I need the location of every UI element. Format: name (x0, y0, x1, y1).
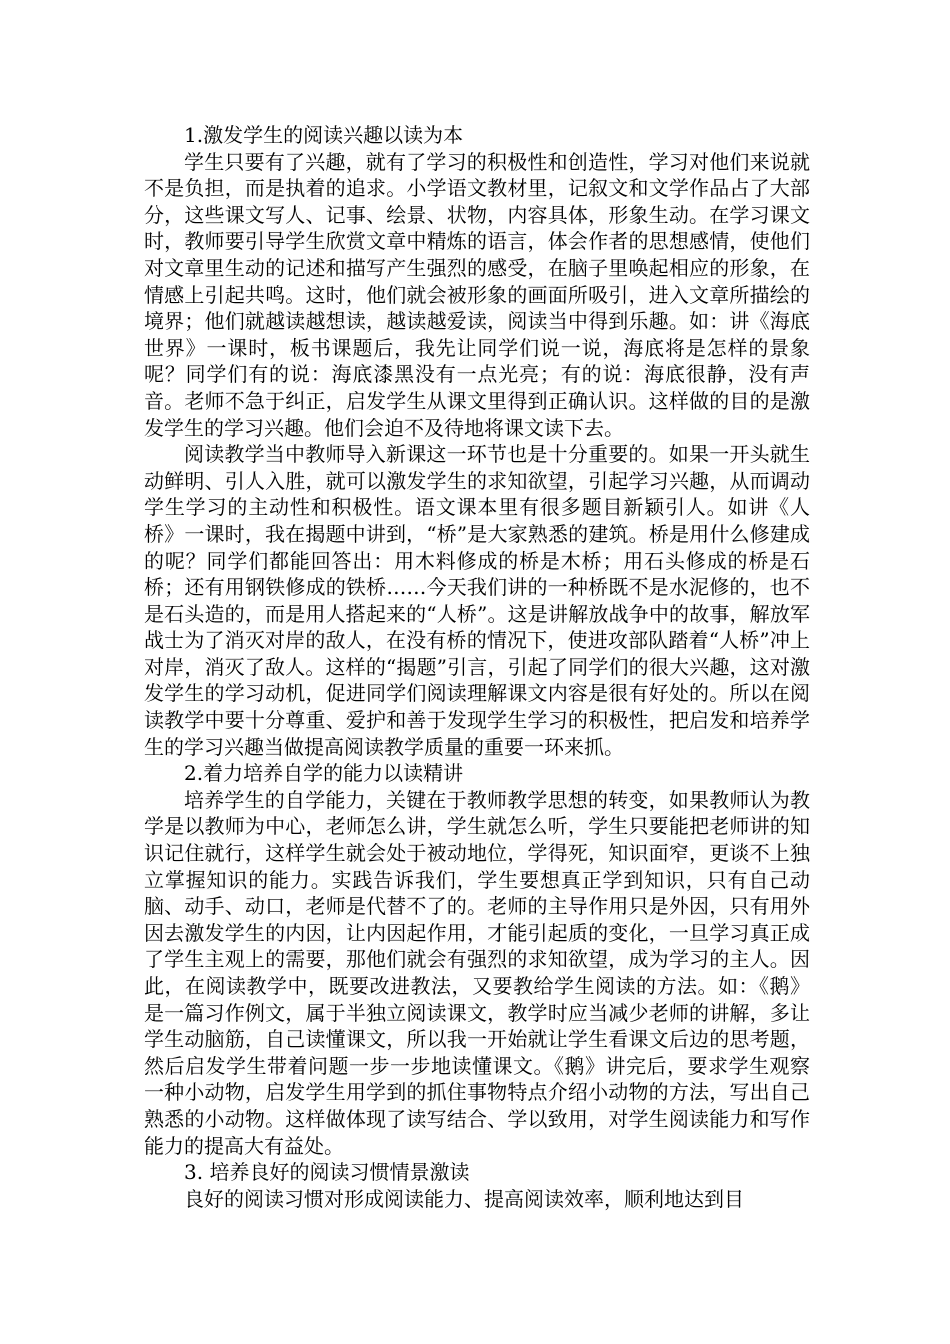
section-2-heading: 2.着力培养自学的能力以读精讲 (184, 761, 464, 786)
section-1-heading: 1.激发学生的阅读兴趣以读为本 (184, 123, 464, 147)
document-page (144, 122, 810, 1212)
section-2-paragraph-1: 培养学生的自学能力，关键在于教师教学思想的转变，如果教师认为教学是以教师为中心，老师怎么讲，学生就怎么听，学生只要能把老师讲的知识记住就行，这样学生就会处于被动地位，学得死，知识面窄，更谈不上独立掌握知识的能力。实践告诉我们，学生要想真正学到知识，只有自己动脑、动手、动口，老师是代替不了的。老师的主导作用只是外因，只有用外因去激发学生的内因，让内因起作用，才能引起质的变化，一旦学习真正成了学生主观上的需要，那他们就会有强烈的求知欲望，成为学习的主人。因此，在阅读教学中，既要改进教法，又要教给学生阅读的方法。如：《鹅》是一篇习作例文，属于半独立阅读课文，教学时应当减少老师的讲解，多让学生动脑筋，自己读懂课文，所以我一开始就让学生看课文后边的思考题，然后启发学生带着问题一步一步地读懂课文。《鹅》讲完后，要求学生观察一种小动物，启发学生用学到的抓住事物特点介绍小动物的方法，写出自己熟悉的小动物。这样做体现了读写结合、学以致用，对学生阅读能力和写作能力的提高大有益处。 (144, 787, 810, 1158)
section-1-paragraph-1: 学生只要有了兴趣，就有了学习的积极性和创造性，学习对他们来说就不是负担，而是执着的追求。小学语文教材里，记叙文和文学作品占了大部分，这些课文写人、记事、绘景、状物，内容具体，形象生动。在学习课文时，教师要引导学生欣赏文章中精炼的语言，体会作者的思想感情，使他们对文章里生动的记述和描写产生强烈的感受，在脑子里唤起相应的形象，在情感上引起共鸣。这时，他们就会被形象的画面所吸引，进入文章所描绘的境界；他们就越读越想读，越读越爱读，阅读当中得到乐趣。如：讲《海底世界》一课时，板书课题后，我先让同学们说一说，海底将是怎样的景象呢？同学们有的说：海底漆黑没有一点光亮；有的说：海底很静，没有声音。老师不急于纠正，启发学生从课文里得到正确认识。这样做的目的是激发学生的学习兴趣。他们会迫不及待地将课文读下去。 (144, 149, 810, 440)
section-3-heading: 3. 培养良好的阅读习惯情景激读 (184, 1160, 470, 1185)
section-1-paragraph-2: 阅读教学当中教师导入新课这一环节也是十分重要的。如果一开头就生动鲜明、引人入胜，就可以激发学生的求知欲望，引起学习兴趣，从而调动学生学习的主动性和积极性。语文课本里有很多题目新颖引人。如讲《人桥》一课时，我在揭题中讲到，“桥”是大家熟悉的建筑。桥是用什么修建成的呢？同学们都能回答出：用木料修成的桥是木桥；用石头修成的桥是石桥；还有用钢铁修成的铁桥……今天我们讲的一种桥既不是水泥修的，也不是石头造的，而是用人搭起来的“人桥”。这是讲解放战争中的故事，解放军战士为了消灭对岸的敌人，在没有桥的情况下，使进攻部队踏着“人桥”冲上对岸，消灭了敌人。这样的“揭题”引言，引起了同学们的很大兴趣，这对激发学生的学习动机，促进同学们阅读理解课文内容是很有好处的。所以在阅读教学中要十分尊重、爱护和善于发现学生学习的积极性，把启发和培养学生的学习兴趣当做提高阅读教学质量的重要一环来抓。 (144, 442, 810, 759)
section-3-paragraph-1: 良好的阅读习惯对形成阅读能力、提高阅读效率，顺利地达到目 (184, 1186, 744, 1211)
